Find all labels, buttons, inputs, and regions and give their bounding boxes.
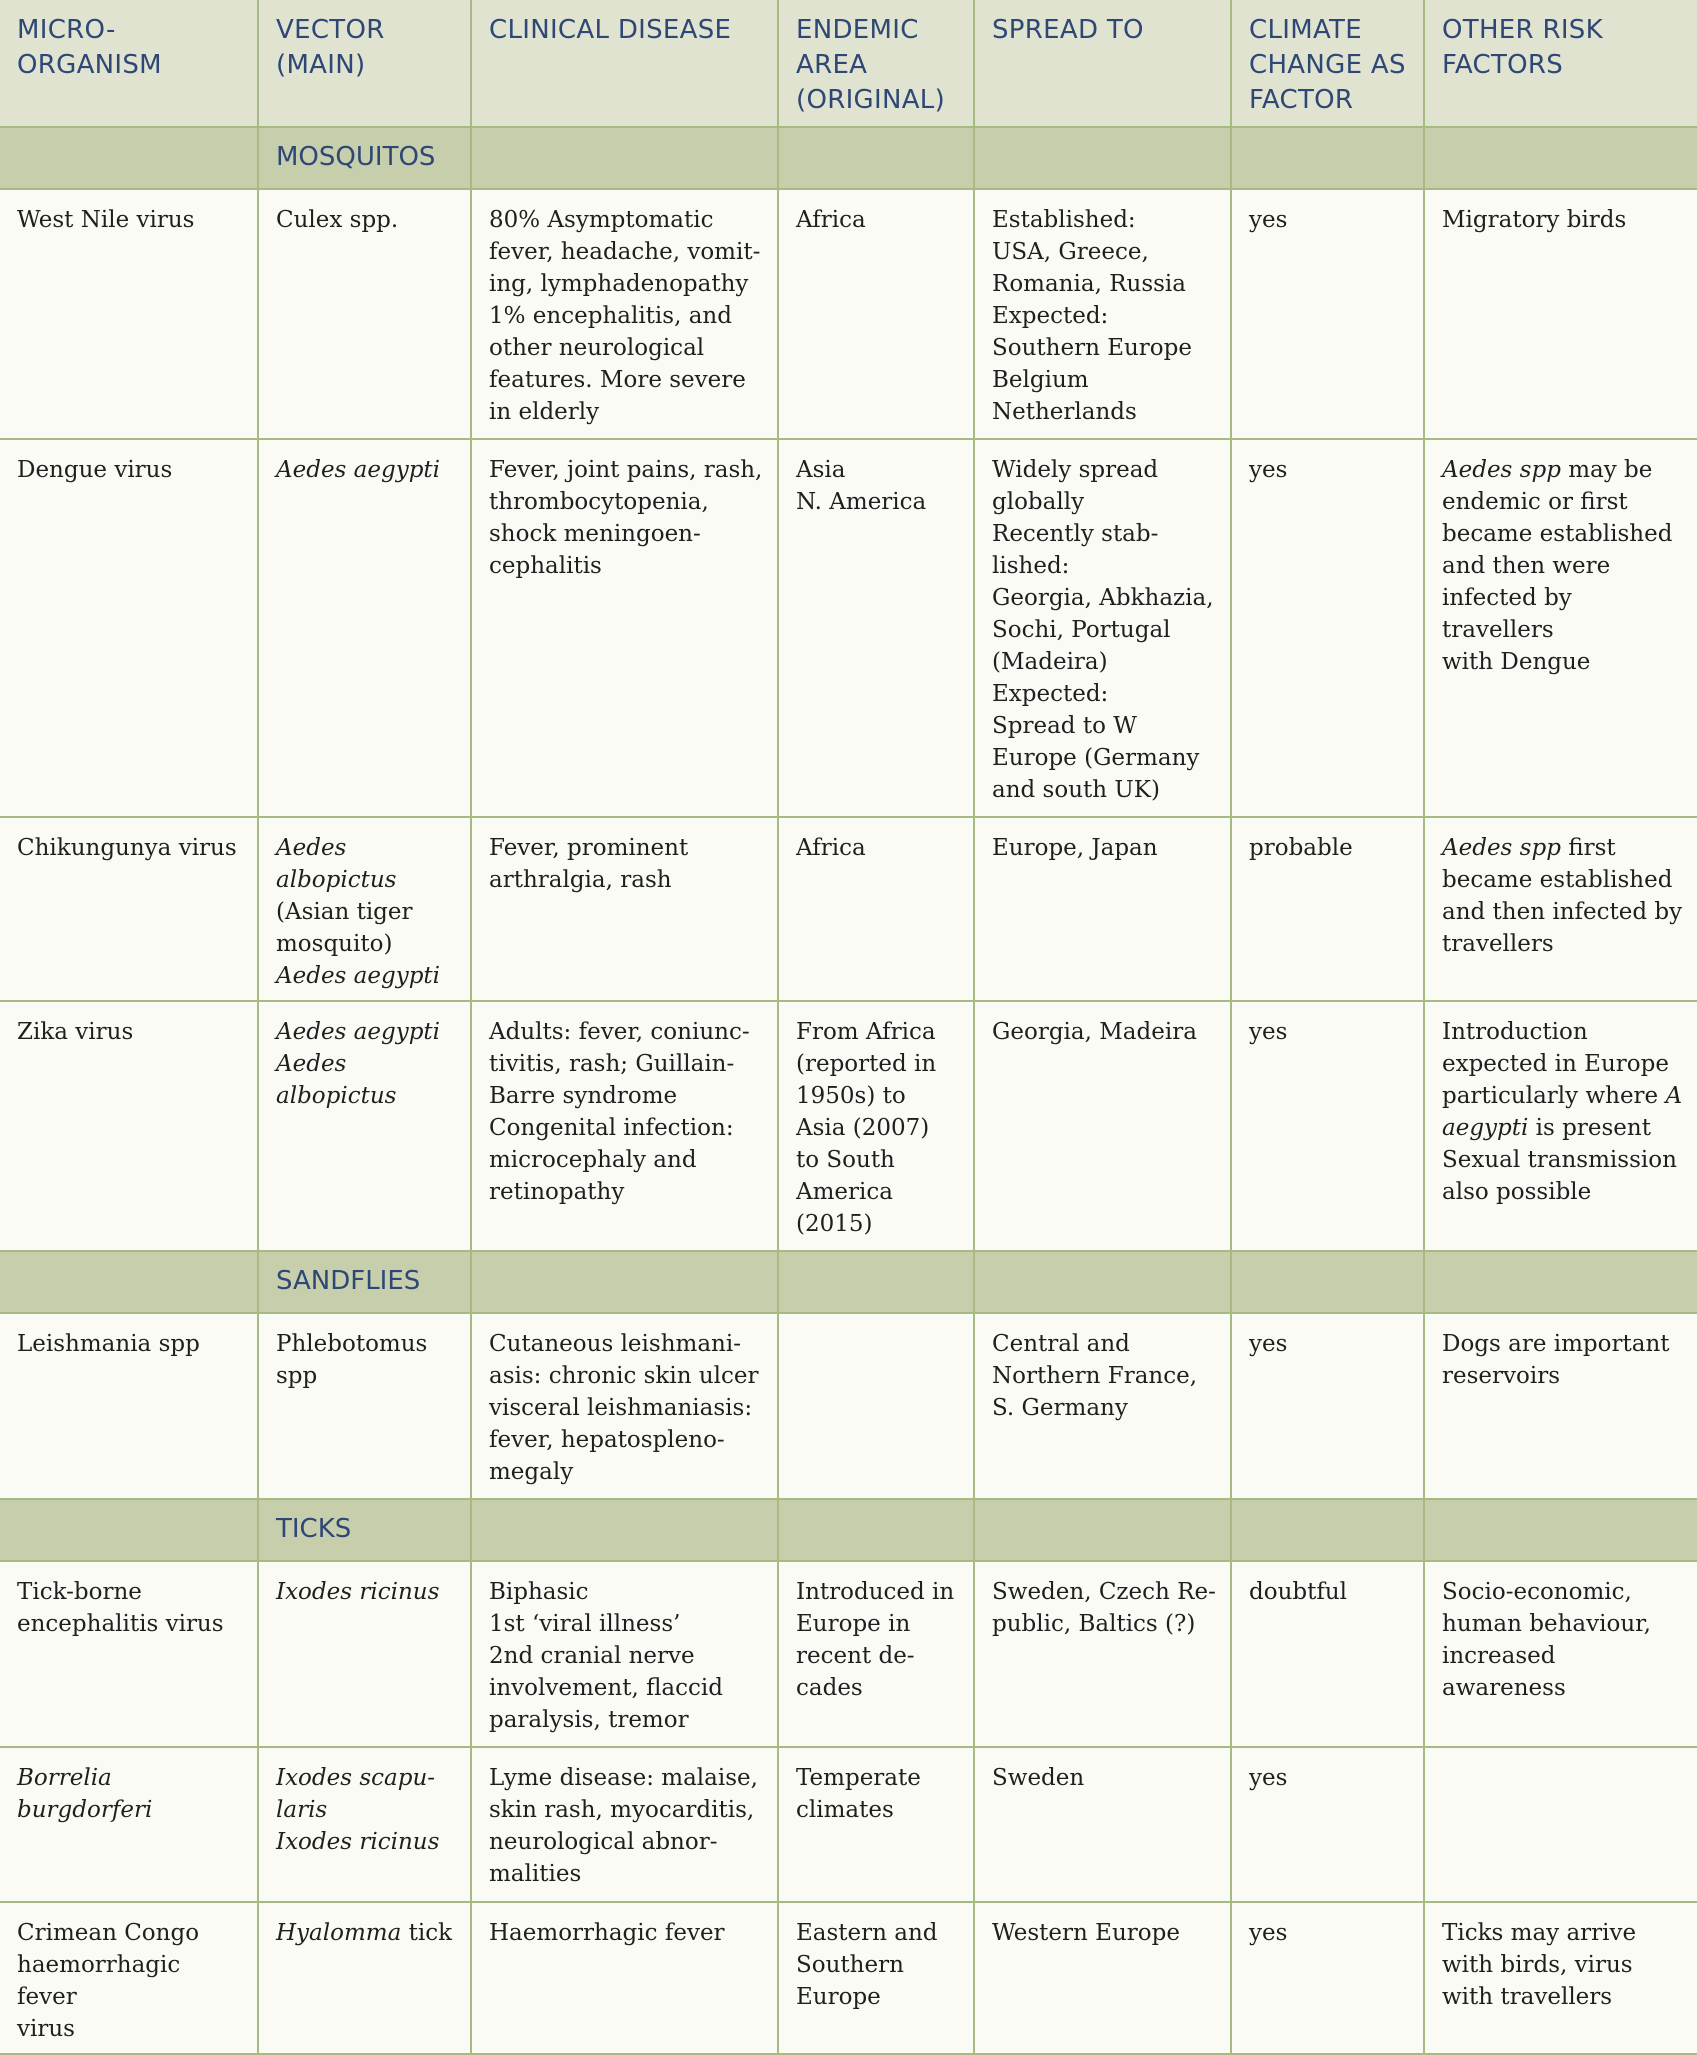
cell-risk: Migratory birds (1424, 189, 1697, 439)
table-row-zika (0, 1001, 1697, 1251)
header-row (0, 0, 1697, 127)
section-row-ticks (0, 1499, 1697, 1561)
header-endemic-area: ENDEMIC AREA (ORIGINAL) (778, 0, 974, 127)
header-climate-change: CLIMATE CHANGE AS FACTOR (1231, 0, 1424, 127)
cell-endemic: Temperate climates (778, 1747, 974, 1902)
table-row-borrelia (0, 1747, 1697, 1902)
cell-vector: Aedes aegypti (258, 439, 471, 817)
header-microorganism: MICRO- ORGANISM (0, 0, 258, 127)
cell-organism: Chikungunya virus (0, 817, 258, 1001)
table-row-tick-borne-encephalitis (0, 1561, 1697, 1747)
section-row-mosquitos (0, 127, 1697, 189)
cell-spread: Widely spread globally Recently stab- lished: Georgia, Abkhazia, Sochi, Portugal (Madeira) Expected: Spread to W Europe (Germany and south UK) (974, 439, 1231, 817)
cell-vector: Ixodes scapu- laris Ixodes ricinus (258, 1747, 471, 1902)
cell-disease: Cutaneous leishmani- asis: chronic skin ulcer visceral leishmaniasis: fever, hepatospleno- megaly (471, 1313, 778, 1499)
cell-disease: Biphasic 1st ‘viral illness’ 2nd cranial nerve involvement, flaccid paralysis, tremor (471, 1561, 778, 1747)
header-other-risk-factors: OTHER RISK FACTORS (1424, 0, 1697, 127)
cell-endemic: Africa (778, 817, 974, 1001)
cell-climate: yes (1231, 1313, 1424, 1499)
cell-disease: Fever, joint pains, rash, thrombocytopenia, shock meningoen- cephalitis (471, 439, 778, 817)
cell-climate: yes (1231, 1902, 1424, 2054)
cell-climate: yes (1231, 439, 1424, 817)
table-row-west-nile (0, 189, 1697, 439)
cell-disease: Adults: fever, coniunc- tivitis, rash; Guillain- Barre syndrome Congenital infection: microcephaly and retinopathy (471, 1001, 778, 1251)
cell-spread: Western Europe (974, 1902, 1231, 2054)
cell-endemic (778, 1313, 974, 1499)
cell-risk (1424, 1747, 1697, 1902)
cell-risk: Introduction expected in Europe particularly where A aegypti is present Sexual transmission also possible (1424, 1001, 1697, 1251)
table-row-leishmania (0, 1313, 1697, 1499)
cell-disease: Fever, prominent arthralgia, rash (471, 817, 778, 1001)
cell-spread: Sweden, Czech Re- public, Baltics (?) (974, 1561, 1231, 1747)
cell-organism: Crimean Congo haemorrhagic fever virus (0, 1902, 258, 2054)
cell-disease: 80% Asymptomatic fever, headache, vomit- ing, lymphadenopathy 1% encephalitis, and other neurological features. More severe in elderly (471, 189, 778, 439)
header-spread-to: SPREAD TO (974, 0, 1231, 127)
cell-organism: Zika virus (0, 1001, 258, 1251)
cell-climate: yes (1231, 189, 1424, 439)
cell-climate: probable (1231, 817, 1424, 1001)
cell-spread: Central and Northern France, S. Germany (974, 1313, 1231, 1499)
cell-vector: Aedes albopictus (Asian tiger mosquito) Aedes aegypti (258, 817, 471, 1001)
cell-climate: yes (1231, 1001, 1424, 1251)
cell-spread: Europe, Japan (974, 817, 1231, 1001)
section-label: TICKS (258, 1499, 471, 1561)
cell-endemic: From Africa (reported in 1950s) to Asia (2007) to South America (2015) (778, 1001, 974, 1251)
cell-endemic: Africa (778, 189, 974, 439)
cell-organism: West Nile virus (0, 189, 258, 439)
cell-endemic: Asia N. America (778, 439, 974, 817)
cell-disease: Haemorrhagic fever (471, 1902, 778, 2054)
cell-disease: Lyme disease: malaise, skin rash, myocarditis, neurological abnor- malities (471, 1747, 778, 1902)
cell-organism: Borrelia burgdorferi (0, 1747, 258, 1902)
cell-risk: Dogs are important reservoirs (1424, 1313, 1697, 1499)
table-row-dengue (0, 439, 1697, 817)
table-row-crimean-congo (0, 1902, 1697, 2054)
cell-risk: Aedes spp first became established and then infected by travellers (1424, 817, 1697, 1001)
header-vector: VECTOR (MAIN) (258, 0, 471, 127)
cell-vector: Ixodes ricinus (258, 1561, 471, 1747)
cell-vector: Aedes aegypti Aedes albopictus (258, 1001, 471, 1251)
cell-risk: Ticks may arrive with birds, virus with travellers (1424, 1902, 1697, 2054)
cell-endemic: Introduced in Europe in recent de- cades (778, 1561, 974, 1747)
section-row-sandflies (0, 1251, 1697, 1313)
cell-organism: Leishmania spp (0, 1313, 258, 1499)
cell-climate: yes (1231, 1747, 1424, 1902)
cell-organism: Dengue virus (0, 439, 258, 817)
section-label: MOSQUITOS (258, 127, 471, 189)
cell-vector: Hyalomma tick (258, 1902, 471, 2054)
cell-spread: Established: USA, Greece, Romania, Russia Expected: Southern Europe Belgium Netherlands (974, 189, 1231, 439)
cell-endemic: Eastern and Southern Europe (778, 1902, 974, 2054)
cell-vector: Phlebotomus spp (258, 1313, 471, 1499)
header-clinical-disease: CLINICAL DISEASE (471, 0, 778, 127)
table-row-chikungunya (0, 817, 1697, 1001)
cell-vector: Culex spp. (258, 189, 471, 439)
cell-climate: doubtful (1231, 1561, 1424, 1747)
cell-risk: Aedes spp may be endemic or first became established and then were infected by travellers with Dengue (1424, 439, 1697, 817)
cell-risk: Socio-economic, human behaviour, increased awareness (1424, 1561, 1697, 1747)
cell-spread: Georgia, Madeira (974, 1001, 1231, 1251)
cell-organism: Tick-borne encephalitis virus (0, 1561, 258, 1747)
cell-spread: Sweden (974, 1747, 1231, 1902)
section-label: SANDFLIES (258, 1251, 471, 1313)
